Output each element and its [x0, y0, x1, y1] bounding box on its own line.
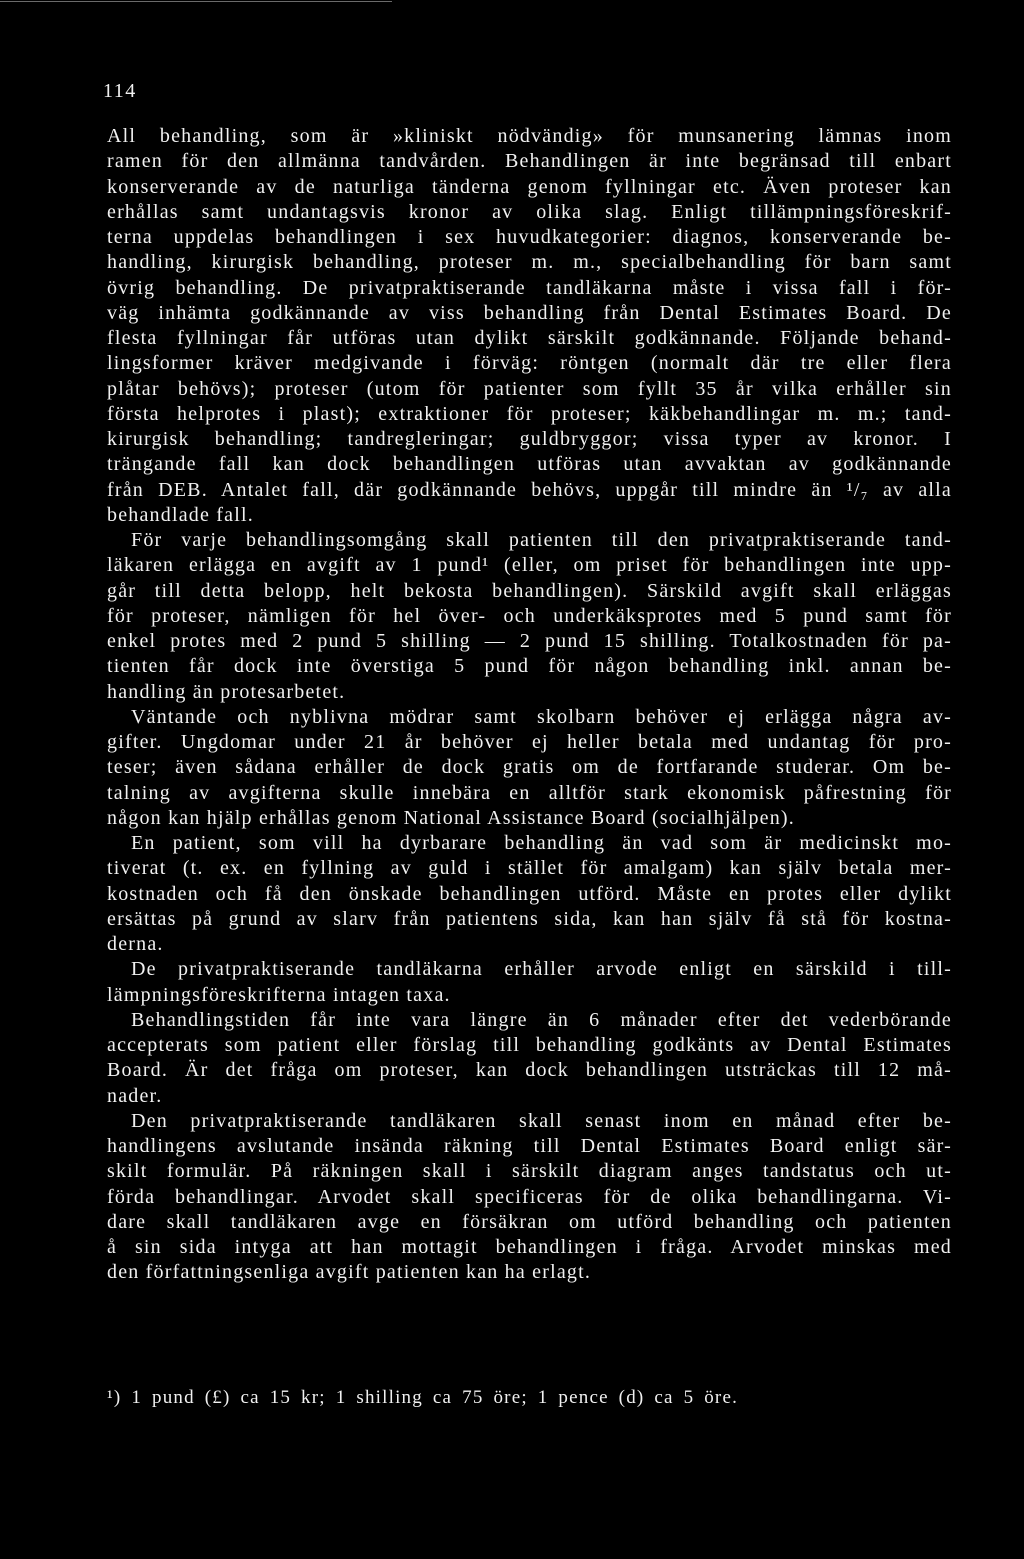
paragraph: [107, 1008, 952, 1109]
text-line: talning av avgifterna skulle innebära en alltför stark ekonomisk påfrestning för: [107, 781, 952, 804]
text-line: enkel protes med 2 pund 5 shilling — 2 pund 15 shilling. Totalkostnaden för pa-: [107, 630, 952, 652]
text-line: å sin sida intyga att han mottagit behandlingen i fråga. Arvodet minskas med: [107, 1236, 952, 1258]
text-line: trängande fall kan dock behandlingen utföras utan avvaktan av godkännande: [107, 453, 952, 476]
text-line: erhållas samt undantagsvis kronor av olika slag. Enligt tillämpningsföreskrif-: [107, 200, 952, 223]
paragraph: [107, 705, 952, 831]
text-line: från DEB. Antalet fall, där godkännande behövs, uppgår till mindre än ¹/₇ av alla: [107, 478, 952, 501]
text-line: accepterats som patient eller förslag till behandling godkänts av Dental Estimates: [107, 1034, 952, 1056]
paragraph: [107, 1109, 952, 1286]
text-line: kostnaden och få den önskade behandlingen utförd. Måste en protes eller dylikt: [107, 882, 952, 905]
paragraph: [107, 528, 952, 705]
paragraph: [107, 124, 952, 528]
text-line: terna uppdelas behandlingen i sex huvudkategorier: diagnos, konserverande be-: [107, 226, 952, 248]
page-number: 114: [103, 80, 137, 102]
text-line: derna.: [107, 933, 164, 955]
text-line: första helprotes i plast); extraktioner för proteser; käkbehandlingar m. m.; tand-: [107, 402, 952, 425]
text-line: tienten får dock inte överstiga 5 pund för någon behandling inkl. annan be-: [107, 655, 952, 678]
paragraph: [107, 831, 952, 957]
text-line: Behandlingstiden får inte vara längre än 6 månader efter det vederbörande: [131, 1008, 952, 1031]
text-line: ersättas på grund av slarv från patientens sida, kan han själv få stå för kostna-: [107, 907, 952, 930]
body-text: [107, 124, 952, 1286]
text-line: handling, kirurgisk behandling, proteser m. m., specialbehandling för barn samt: [107, 251, 952, 274]
text-line: lingsformer kräver medgivande i förväg: röntgen (normalt där tre eller flera: [107, 352, 952, 375]
text-line: handling än protesarbetet.: [107, 680, 346, 703]
text-line: Board. Är det fråga om proteser, kan dock behandlingen utsträckas till 12 må-: [107, 1059, 952, 1082]
text-line: gifter. Ungdomar under 21 år behöver ej heller betala med undantag för pro-: [107, 731, 952, 753]
text-line: kirurgisk behandling; tandregleringar; guldbryggor; vissa typer av kronor. I: [107, 428, 952, 450]
text-line: går till detta belopp, helt bekosta behandlingen). Särskild avgift skall erläggas: [107, 579, 952, 602]
text-line: för proteser, nämligen för hel över- och underkäksprotes med 5 pund samt för: [107, 604, 952, 627]
text-line: någon kan hjälp erhållas genom National Assistance Board (socialhjälpen).: [107, 806, 795, 829]
text-line: läkaren erlägga en avgift av 1 pund¹ (eller, om priset för behandlingen inte upp-: [107, 554, 952, 577]
paragraph: [107, 957, 952, 1008]
text-line: För varje behandlingsomgång skall patienten till den privatpraktiserande tand-: [131, 529, 952, 551]
scan-edge-line: [0, 1, 392, 2]
text-line: lämpningsföreskrifterna intagen taxa.: [107, 983, 451, 1006]
text-line: De privatpraktiserande tandläkarna erhåller arvode enligt en särskild i till-: [131, 958, 952, 981]
text-line: teser; även sådana erhåller de dock gratis om de fortfarande studerar. Om be-: [107, 756, 952, 779]
text-line: övrig behandling. De privatpraktiserande tandläkarna måste i vissa fall i för-: [107, 276, 952, 299]
text-line: nader.: [107, 1084, 163, 1107]
text-line: handlingens avslutande insända räkning till Dental Estimates Board enligt sär-: [107, 1135, 952, 1157]
text-line: behandlade fall.: [107, 503, 254, 526]
footnote: ¹) 1 pund (£) ca 15 kr; 1 shilling ca 75 öre; 1 pence (d) ca 5 öre.: [107, 1387, 739, 1408]
text-line: Väntande och nyblivna mödrar samt skolbarn behöver ej erlägga några av-: [131, 705, 952, 728]
text-line: Den privatpraktiserande tandläkaren skall senast inom en månad efter be-: [131, 1109, 952, 1132]
text-line: All behandling, som är »kliniskt nödvändig» för munsanering lämnas inom: [107, 125, 952, 147]
text-line: förda behandlingar. Arvodet skall specificeras för de olika behandlingarna. Vi-: [107, 1185, 952, 1208]
text-line: tiverat (t. ex. en fyllning av guld i stället för amalgam) kan själv betala mer-: [107, 857, 952, 880]
text-line: En patient, som vill ha dyrbarare behandling än vad som är medicinskt mo-: [131, 832, 952, 854]
text-line: dare skall tandläkaren avge en försäkran om utförd behandling och patienten: [107, 1210, 952, 1233]
text-line: flesta fyllningar får utföras utan dylikt särskilt godkännande. Följande behand-: [107, 327, 952, 349]
text-line: plåtar behövs); proteser (utom för patienter som fyllt 35 år vilka erhåller sin: [107, 377, 952, 400]
text-line: ramen för den allmänna tandvården. Behandlingen är inte begränsad till enbart: [107, 150, 952, 173]
text-line: den författningsenliga avgift patienten kan ha erlagt.: [107, 1261, 592, 1284]
text-line: konserverande av de naturliga tänderna genom fyllningar etc. Även proteser kan: [107, 175, 952, 198]
text-line: väg inhämta godkännande av viss behandling från Dental Estimates Board. De: [107, 301, 952, 324]
text-line: skilt formulär. På räkningen skall i särskilt diagram anges tandstatus och ut-: [107, 1160, 952, 1183]
